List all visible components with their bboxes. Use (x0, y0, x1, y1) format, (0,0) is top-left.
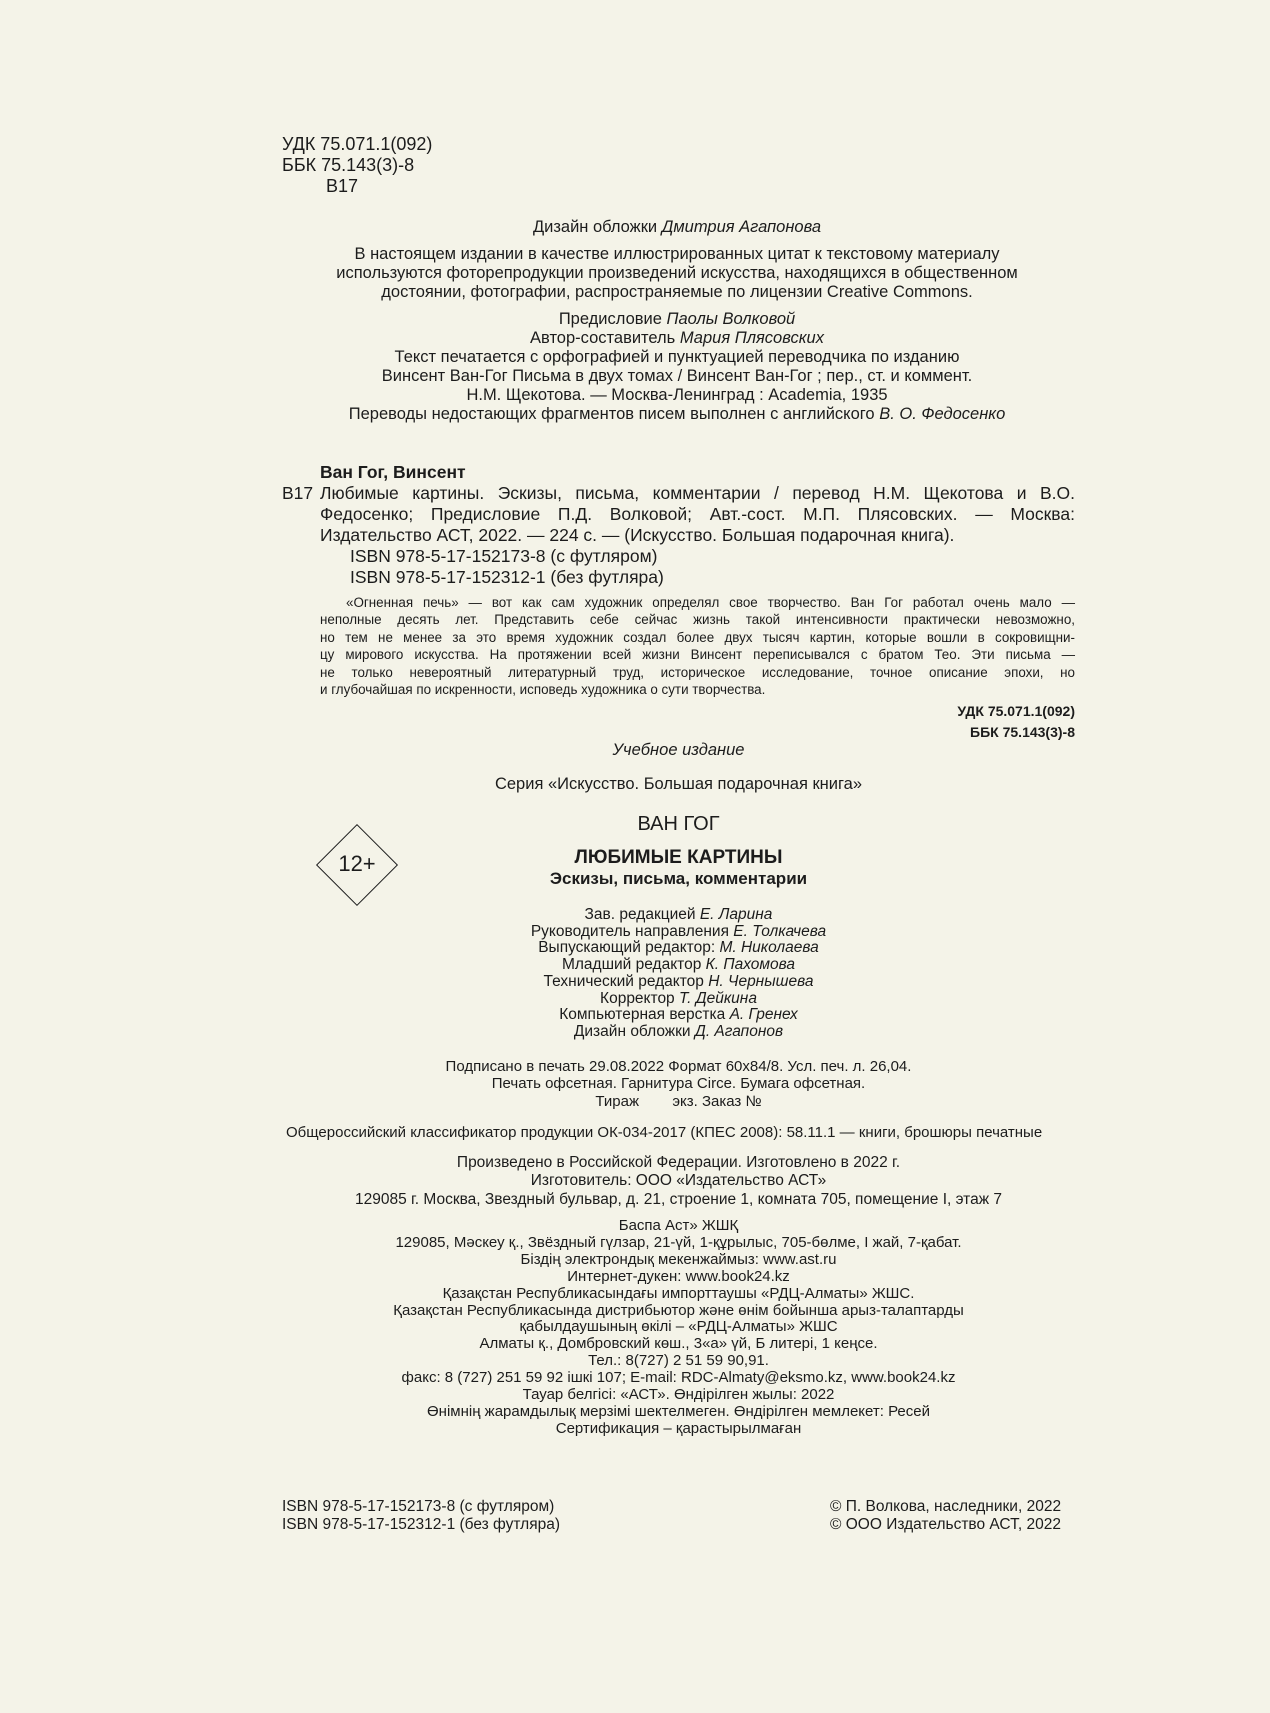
staff-entry: Младший редактор К. Пахомова (561, 956, 796, 974)
catalog-isbn: ISBN 978-5-17-152312-1 (без футляра) (350, 567, 664, 587)
compiler-credit: Автор-составитель Мария Плясовских (530, 329, 824, 347)
staff-entry: Зав. редакцией Е. Ларина (584, 906, 773, 923)
staff-entry: Компьютерная верстка А. Гренех (559, 1006, 798, 1024)
footer-copyright: © П. Волкова, наследники, 2022 © ООО Издательство АСТ, 2022 (830, 1498, 1062, 1533)
staff-entry: Технический редактор Н. Чернышева (543, 972, 814, 990)
notice-line: В настоящем издании в качестве иллюстрированных цитат к текстовому материалу (354, 245, 1000, 263)
staff-entry: Выпускающий редактор: М. Николаева (538, 939, 819, 957)
staff-entry: Руководитель направления Е. Толкачева (530, 922, 827, 940)
manufacturer-info: Произведено в Российской Федерации. Изготовлено в 2022 г. Изготовитель: ООО «Издательство АСТ» 129085 г. Москва, Звездный бульвар, д. 21, строение 1, комната 705, помещение I, этаж 7 (354, 1154, 1003, 1208)
preface-credit: Предисловие Паолы Волковой (558, 310, 796, 328)
author-mark: В17 (326, 176, 359, 196)
translation-credit: Переводы недостающих фрагментов писем выполнен с английского В. О. Федосенко (348, 405, 1006, 423)
series-name: Серия «Искусство. Большая подарочная книга» (494, 775, 863, 793)
staff-list (282, 907, 1075, 1041)
source-line: Н.М. Щекотова. — Москва-Ленинград : Academia, 1935 (466, 386, 888, 404)
staff-entry: Корректор Т. Дейкина (600, 989, 757, 1007)
credits-block (282, 218, 1072, 424)
bbk-code: ББК 75.143(3)-8 (282, 155, 415, 175)
edition-type: Учебное издание (612, 741, 745, 759)
print-info: Подписано в печать 29.08.2022 Формат 60x84/8. Усл. печ. л. 26,04. Печать офсетная. Гарнитура Circe. Бумага офсетная. Тираж экз. Заказ № (445, 1058, 912, 1110)
notice-line: достоянии, фотографии, распространяемые по лицензии Creative Commons. (381, 283, 973, 301)
catalog-description: В17 Любимые картины. Эскизы, письма, комментарии / перевод Н.М. Щекотова и В.О. Федосенко; Предисловие П.Д. Волковой; Авт.-сост. М.П. Плясовских. — Москва: Издательство АСТ, 2022. — 224 с. — (Искусство. Большая подарочная книга). (282, 483, 1075, 545)
book-subtitle: Эскизы, письма, комментарии (549, 869, 808, 888)
cover-design-credit: Дизайн обложки Дмитрия Агапонова (532, 218, 822, 236)
catalog-code: В17 (282, 483, 314, 503)
catalog-isbn: ISBN 978-5-17-152173-8 (с футляром) (350, 546, 658, 566)
source-line: Текст печатается с орфографией и пунктуацией переводчика по изданию (394, 348, 960, 366)
udk-code: УДК 75.071.1(092) (282, 134, 433, 154)
source-line: Винсент Ван-Гог Письма в двух томах / Винсент Ван-Гог ; пер., ст. и коммент. (381, 367, 973, 385)
product-classifier: Общероссийский классификатор продукции ОК-034-2017 (КПЕС 2008): 58.11.1 — книги, брошюры печатные (286, 1124, 1043, 1141)
author-caps: ВАН ГОГ (637, 813, 720, 835)
catalog-classification: УДК 75.071.1(092) ББК 75.143(3)-8 (957, 703, 1075, 741)
footer-isbn: ISBN 978-5-17-152173-8 (с футляром) ISBN 978-5-17-152312-1 (без футляра) (282, 1498, 560, 1533)
staff-entry: Дизайн обложки Д. Агапонов (573, 1022, 784, 1040)
udk-header (282, 134, 432, 197)
catalog-card (282, 462, 1075, 743)
annotation: «Огненная печь» — вот как сам художник определял свое творчество. Ван Гог работал очень мало — неполные десять лет. Представить себе сейчас жизнь такой интенсивности практически невозможно, но тем не менее за это время художник создал более двух тысяч картин, которые вошли в сокровищни- цу мирового искусства. На протяжении всей жизни Винсент переписывался с братом Тео. Эти письма — не только невероятный литературный труд, историческое исследование, точное описание эпохи, но и глубочайшая по искренности, исповедь художника о сути творчества. (320, 595, 1075, 698)
kazakh-info: Баспа Аст» ЖШҚ 129085, Мәскеу қ., Звёздный гүлзар, 21-үй, 1-құрылыс, 705-бөлме, I жай, 7-қабат. Біздің электрондық мекенжаймыз: www.ast.ru Интернет-дукен: www.book24.kz Қазақстан Республикасындағы импорттаушы «РДЦ-Алматы» ЖШС. Қазақстан Республикасында дистрибьютор және өнім бойынша арыз-талаптарды қабылдаушының өкілі – «РДЦ-Алматы» ЖШС Алматы қ., Домбровский көш., 3«а» үй, Б литері, 1 кеңсе. Тел.: 8(727) 2 51 59 90,91. факс: 8 (727) 251 59 92 ішкі 107; E-mail: RDC-Almaty@eksmo.kz, www.book24.kz Тауар белгісі: «АСТ». Өндірілген жылы: 2022 Өнімнің жарамдылық мерзімі шектелмеген. Өндірілген мемлекет: Ресей Сертификация – қарастырылмаған (393, 1217, 964, 1437)
book-title: ЛЮБИМЫЕ КАРТИНЫ (574, 847, 783, 868)
age-rating: 12+ (338, 851, 376, 876)
notice-line: используются фоторепродукции произведений искусства, находящихся в общественном (336, 264, 1018, 282)
catalog-author: Ван Гог, Винсент (320, 462, 466, 482)
